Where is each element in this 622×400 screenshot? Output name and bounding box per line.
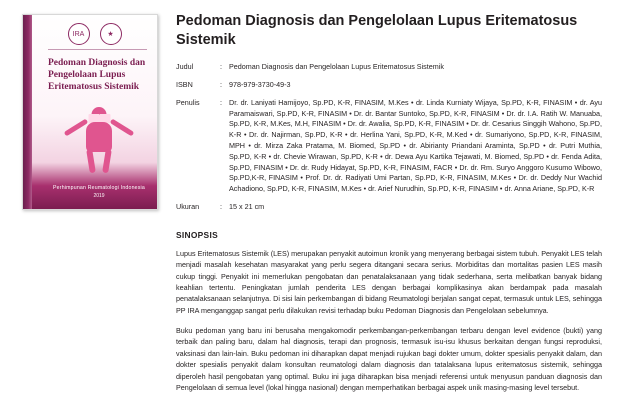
field-separator: :	[220, 62, 222, 72]
ira-logo-icon: IRA	[68, 23, 90, 45]
cover-illustration	[41, 103, 157, 181]
table-row	[176, 80, 602, 98]
table-row	[176, 62, 602, 80]
synopsis-paragraph-1: Lupus Eritematosus Sistemik (LES) merupakan penyakit autoimun kronik yang menyerang berbagai sistem tubuh. Penyakit LES telah menjadi masalah kesehatan masyarakat yang perlu segera ditangani secara serius. Morbiditas dan mortalitas pasien LES masih cukup tinggi. Penyakit ini memerlukan pengobatan dan penatalaksanaan yang tidak sederhana, serta melibatkan banyak bidang keahlian tertentu. Peningkatan jumlah penderita LES dengan berbagai komplikasinya akan berdampak pada masalah penatalaksanaan selanjutnya. Di sisi lain perkembangan di bidang Reumatologi berjalan sangat cepat, termasuk untuk LES, sehingga PP IRA menganggap sangat perlu dilakukan revisi terhadap buku Pedoman Diagnosis dan Pengelolaan sebelumnya.	[176, 248, 602, 315]
figure-arm-left	[64, 118, 89, 136]
synopsis-heading: SINOPSIS	[176, 229, 218, 240]
cover-organization: Perhimpunan Reumatologi Indonesia	[53, 185, 145, 191]
field-separator: :	[220, 80, 222, 90]
field-label-penulis: Penulis	[176, 97, 200, 107]
field-label-isbn: ISBN	[176, 80, 193, 90]
cover-spine	[23, 15, 32, 209]
field-label-ukuran: Ukuran	[176, 202, 200, 212]
cover-title: Pedoman Diagnosis dan Pengelolaan Lupus Eritematosus Sistemik	[48, 58, 146, 93]
page-title: Pedoman Diagnosis dan Pengelolaan Lupus Eritematosus Sistemik	[176, 13, 578, 49]
table-row	[176, 98, 602, 202]
cover-divider	[48, 49, 147, 50]
field-value-isbn: 978-979-3730-49-3	[229, 80, 291, 90]
figure-arm-right	[110, 118, 135, 136]
field-separator: :	[220, 97, 222, 107]
synopsis-paragraph-2: Buku pedoman yang baru ini berusaha mengakomodir perkembangan-perkembangan terbaru dengan level evidence (bukti) yang terbaik dan paling baru, dalam hal diagnosis, terapi dan prognosis, termasuk isu-isu khusus berkaitan dengan fungsi reproduksi, vaksinasi dan lain-lain. Buku pedoman ini diharapkan dapat menjadi rujukan bagi dokter umum, dokter spesialis penyakit dalam, dan dokter spesialis penyakit dalam konsultan reumatologi dalam diagnosis dan tatalaksana lupus eritematosus sistemik, sehingga diperoleh hasil pengobatan yang optimal. Buku ini juga diharapkan bisa menjadi referensi untuk menyusun panduan diagnosis dan Pengelolaan di semua level (lokal hingga nasional) dengan memperhatikan berbagai aspek unik masing-masing level tersebut.	[176, 326, 602, 392]
cover-front	[32, 15, 157, 209]
document-text-column	[176, 10, 608, 392]
figure-head	[92, 107, 107, 122]
book-cover-column	[14, 10, 164, 392]
book-cover-image	[22, 14, 158, 210]
field-value-judul: Pedoman Diagnosis dan Pengelolaan Lupus Eritematosus Sistemik	[229, 62, 444, 72]
metadata-table	[176, 62, 602, 220]
table-row	[176, 202, 602, 220]
figure-leg-left	[86, 149, 96, 174]
figure-body	[86, 122, 112, 152]
field-value-penulis: Dr. dr. Laniyati Hamijoyo, Sp.PD, K-R, FINASIM, M.Kes • dr. Linda Kurniaty Wijaya, Sp.PD, K-R, FINASIM • dr. Ayu Paramaiswari, Sp.PD, K-R, FINASIM • Dr. dr. Bantar Suntoko, Sp.PD, K-R, FINASIM • Dr. dr. I.A. Ratih W. Manuaba, Sp.PD, K-R, M.Kes, M.H, FINASIM • Dr. dr. Awalia, Sp.PD, K-R, FINASIM • Dr. dr. Cesarius Singgih Wahono, Sp.PD, K-R • Dr. dr. Najirman, Sp.PD, K-R • dr. Herlina Yani, Sp.PD, K-R, M.Ked • dr. Sumariyono, Sp.PD, K-R, FINASIM, MPH • dr. Mirza Zaka Pratama, M. Biomed, Sp.PD • dr. Abirianty Priandani Araminta, Sp.PD • dr. Putri Muthia, Sp.PD, K-R • dr. Chevie Wirawan, Sp.PD, K-R • dr. Dewa Ayu Kartika Tejawati, M. Biomed, Sp.PD • dr. Fenda Adita, Sp.PD, FINASIM • Dr. dr. Rudy Hidayat, Sp.PD, K-R, FINASIM, FACR • Dr. dr. Rm. Suryo Anggoro Kusumo Wibowo, Sp.PD,K-R, FINASIM • Prof. Dr. dr. Radiyati Umi Partan, Sp.PD, K-R, FINASIM, M.Kes • Dr. dr. Deddy Nur Wachid Achadiono, Sp.PD, K-R, FINASIM, M.Kes • dr. Arief Nurudhin, Sp.PD, K-R, FINASIM • dr. Anna Ariane, Sp.PD, K-R	[229, 97, 602, 194]
field-value-ukuran: 15 x 21 cm	[229, 202, 265, 212]
cover-logos	[68, 23, 122, 45]
lupus-logo-icon: ★	[100, 23, 122, 45]
field-separator: :	[220, 202, 222, 212]
figure-leg-right	[102, 149, 112, 174]
field-label-judul: Judul	[176, 62, 194, 72]
cover-footer	[41, 185, 157, 199]
cover-year: 2019	[93, 193, 105, 199]
